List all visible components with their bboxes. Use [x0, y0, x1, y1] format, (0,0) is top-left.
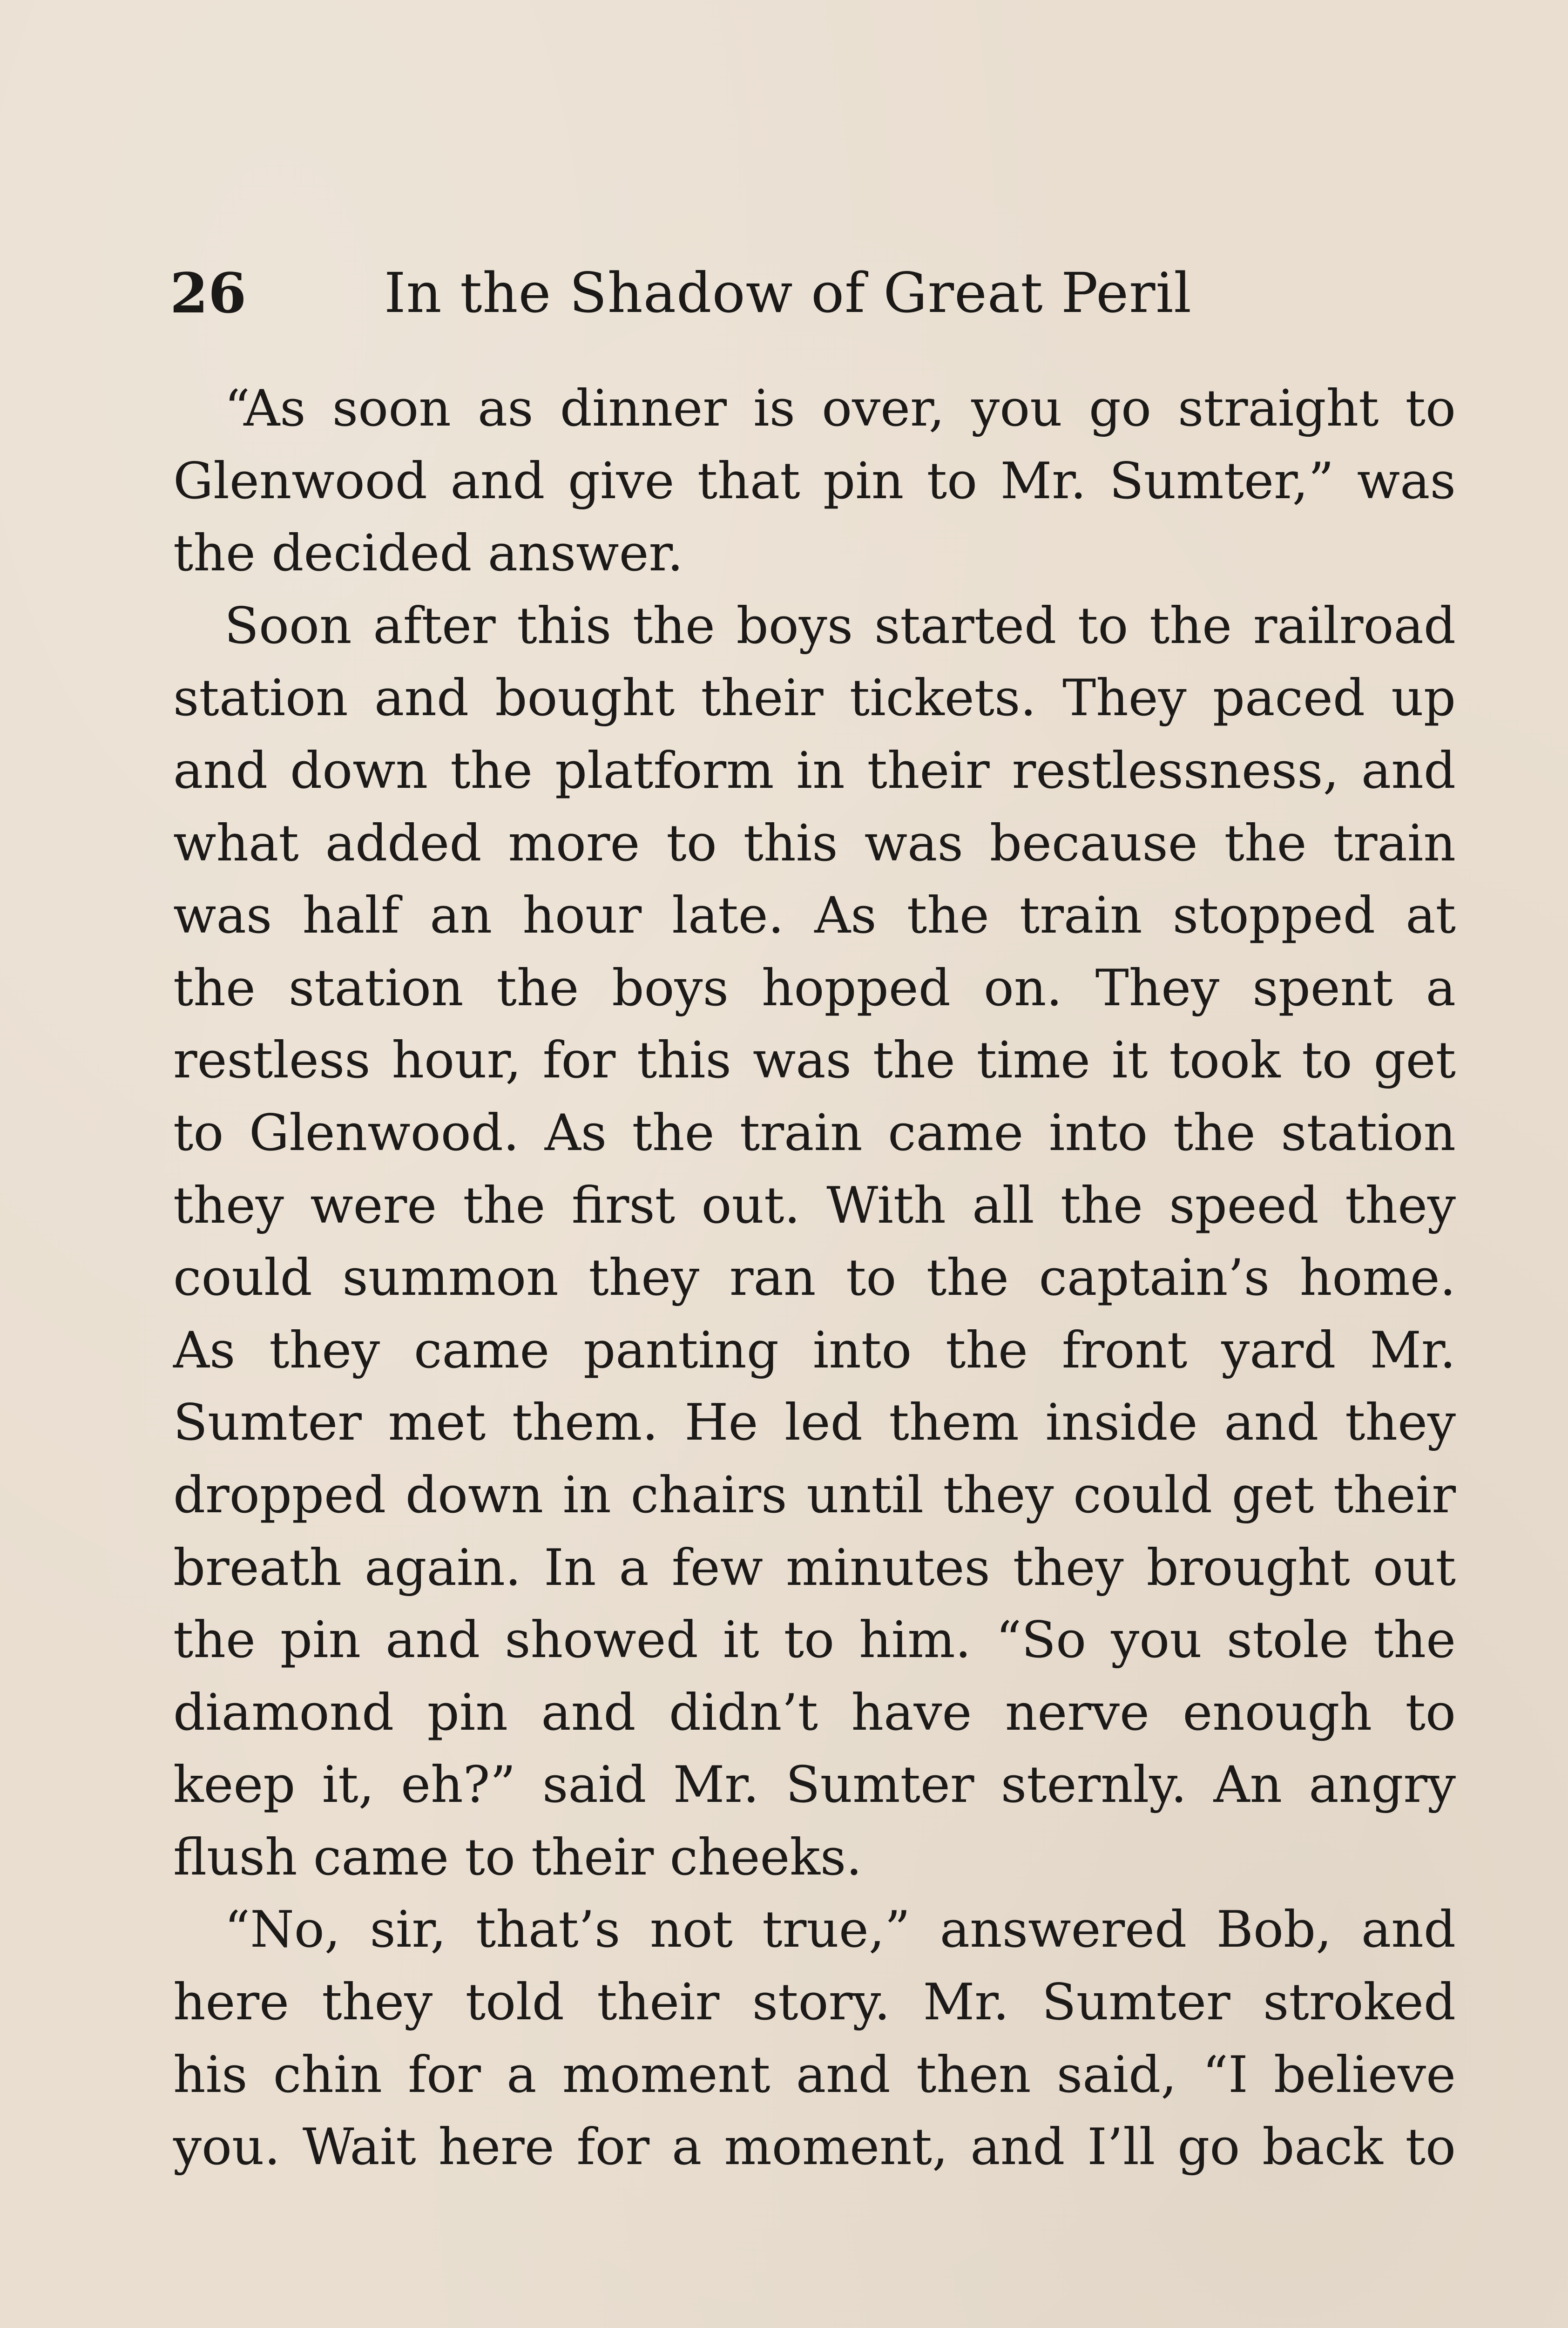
text-line: diamond pin and didn’t have nerve enough to [173, 1683, 1456, 1742]
text-line: to Glenwood. As the train came into the station [173, 1103, 1456, 1162]
text-line: As they came panting into the front yard Mr. [173, 1321, 1456, 1380]
text-line: you. Wait here for a moment, and I’ll go back to [173, 2118, 1456, 2177]
text-line: Soon after this the boys started to the railroad [224, 596, 1456, 655]
text-line: restless hour, for this was the time it took to get [173, 1031, 1456, 1090]
text-line: flush came to their cheeks. [173, 1828, 862, 1887]
text-line: dropped down in chairs until they could get their [173, 1466, 1456, 1524]
text-line: the station the boys hopped on. They spent a [173, 959, 1456, 1017]
text-line: was half an hour late. As the train stopped at [173, 887, 1456, 945]
page-number: 26 [170, 261, 247, 325]
text-line: keep it, eh?” said Mr. Sumter sternly. An angry [173, 1756, 1456, 1814]
text-line: could summon they ran to the captain’s home. [173, 1249, 1456, 1307]
text-line: here they told their story. Mr. Sumter stroked [173, 1973, 1456, 2032]
paragraph [173, 1894, 1456, 2183]
running-title: In the Shadow of Great Peril [384, 261, 1192, 325]
text-line: Glenwood and give that pin to Mr. Sumter,” was [173, 452, 1456, 510]
text-line: his chin for a moment and then said, “I believe [173, 2045, 1456, 2104]
paragraph [173, 372, 1456, 590]
text-line: what added more to this was because the train [173, 814, 1456, 873]
text-line: “As soon as dinner is over, you go straight to [224, 379, 1456, 438]
text-line: breath again. In a few minutes they brought out [173, 1538, 1456, 1597]
paragraph [173, 590, 1456, 1894]
text-line: Sumter met them. He led them inside and they [173, 1394, 1456, 1452]
running-head [170, 261, 1455, 345]
text-line: the pin and showed it to him. “So you stole the [173, 1611, 1456, 1670]
text-line: station and bought their tickets. They paced up [173, 669, 1456, 728]
text-line: they were the first out. With all the speed they [173, 1176, 1456, 1235]
body-text [173, 372, 1456, 2184]
text-line: the decided answer. [173, 524, 683, 583]
text-line: “No, sir, that’s not true,” answered Bob, and [224, 1901, 1456, 1959]
text-line: and down the platform in their restlessness, and [173, 741, 1456, 800]
